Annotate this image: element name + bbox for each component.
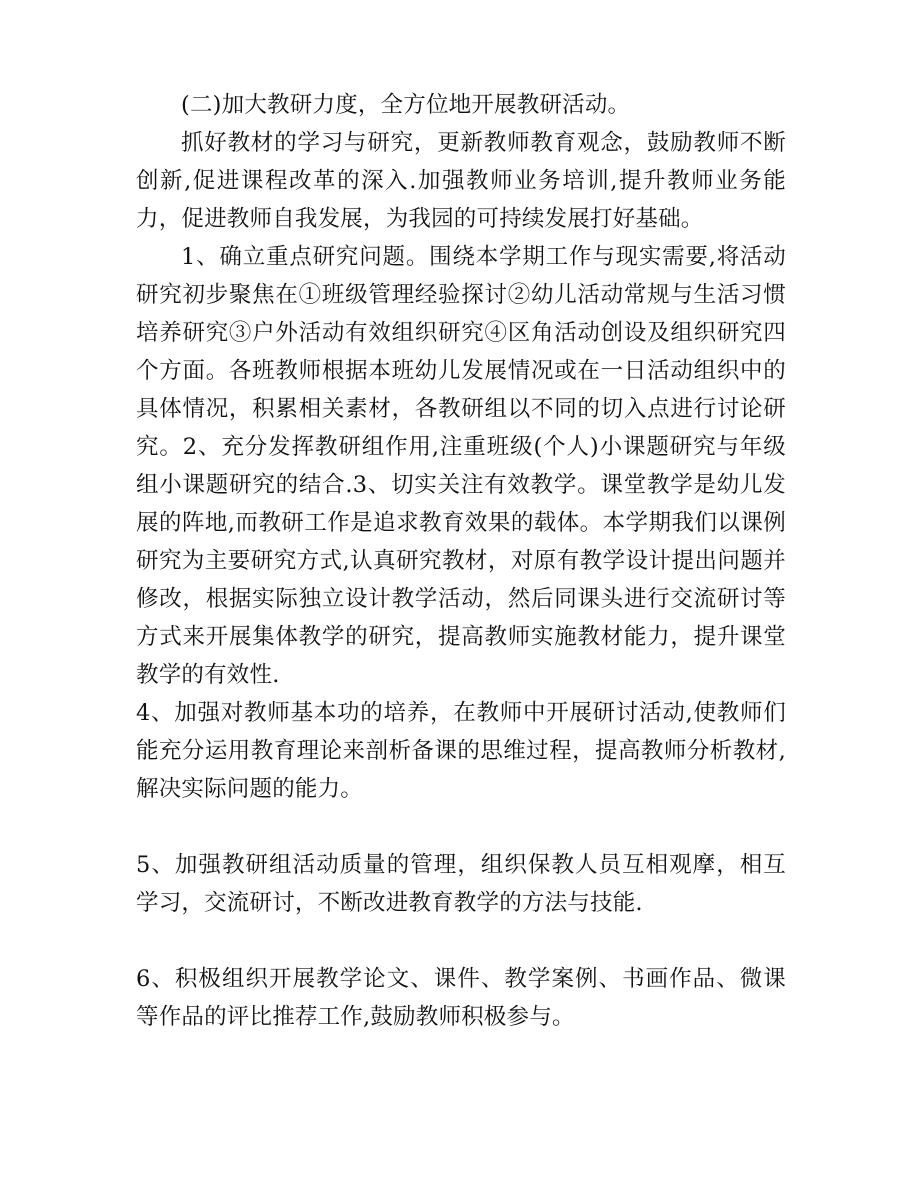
section-heading: (二)加大教研力度，全方位地开展教研活动。 — [181, 92, 631, 118]
item-1-paragraph: 1、确立重点研究问题。围绕本学期工作与现实需要,将活动研究初步聚焦在①班级管理经验探讨②幼儿活动常规与生活习惯培养研究③户外活动有效组织研究④区角活动创设及组织研究四个方面。各班教师根据本班幼儿发展情况或在一日活动组织中的具体情况，积累相关素材，各教研组以不同的切入点进行讨论研究。2、充分发挥教研组作用,注重班级(个人)小课题研究与年级组小课题研究的结合.3、切实关注有效教学。课堂教学是幼儿发展的阵地,而教研工作是追求教育效果的载体。本学期我们以课例研究为主要研究方式,认真研究教材，对原有教学设计提出问题并修改，根据实际独立设计教学活动，然后同课头进行交流研讨等方式来开展集体教学的研究，提高教师实施教材能力，提升课堂教学的有效性. — [136, 244, 786, 688]
item-4-paragraph: 4、加强对教师基本功的培养，在教师中开展研讨活动,使教师们能充分运用教育理论来剖析备课的思维过程，提高教师分析教材,解决实际问题的能力。 — [136, 700, 786, 802]
intro-paragraph: 抓好教材的学习与研究，更新教师教育观念，鼓励教师不断创新,促进课程改革的深入.加强教师业务培训,提升教师业务能力，促进教师自我发展，为我园的可持续发展打好基础。 — [136, 130, 786, 232]
item-6-paragraph: 6、积极组织开展教学论文、课件、教学案例、书画作品、微课等作品的评比推荐工作,鼓励教师积极参与。 — [136, 966, 786, 1030]
document-body — [136, 86, 786, 1036]
item-5-paragraph: 5、加强教研组活动质量的管理，组织保教人员互相观摩，相互学习，交流研讨，不断改进教育教学的方法与技能. — [136, 852, 786, 916]
